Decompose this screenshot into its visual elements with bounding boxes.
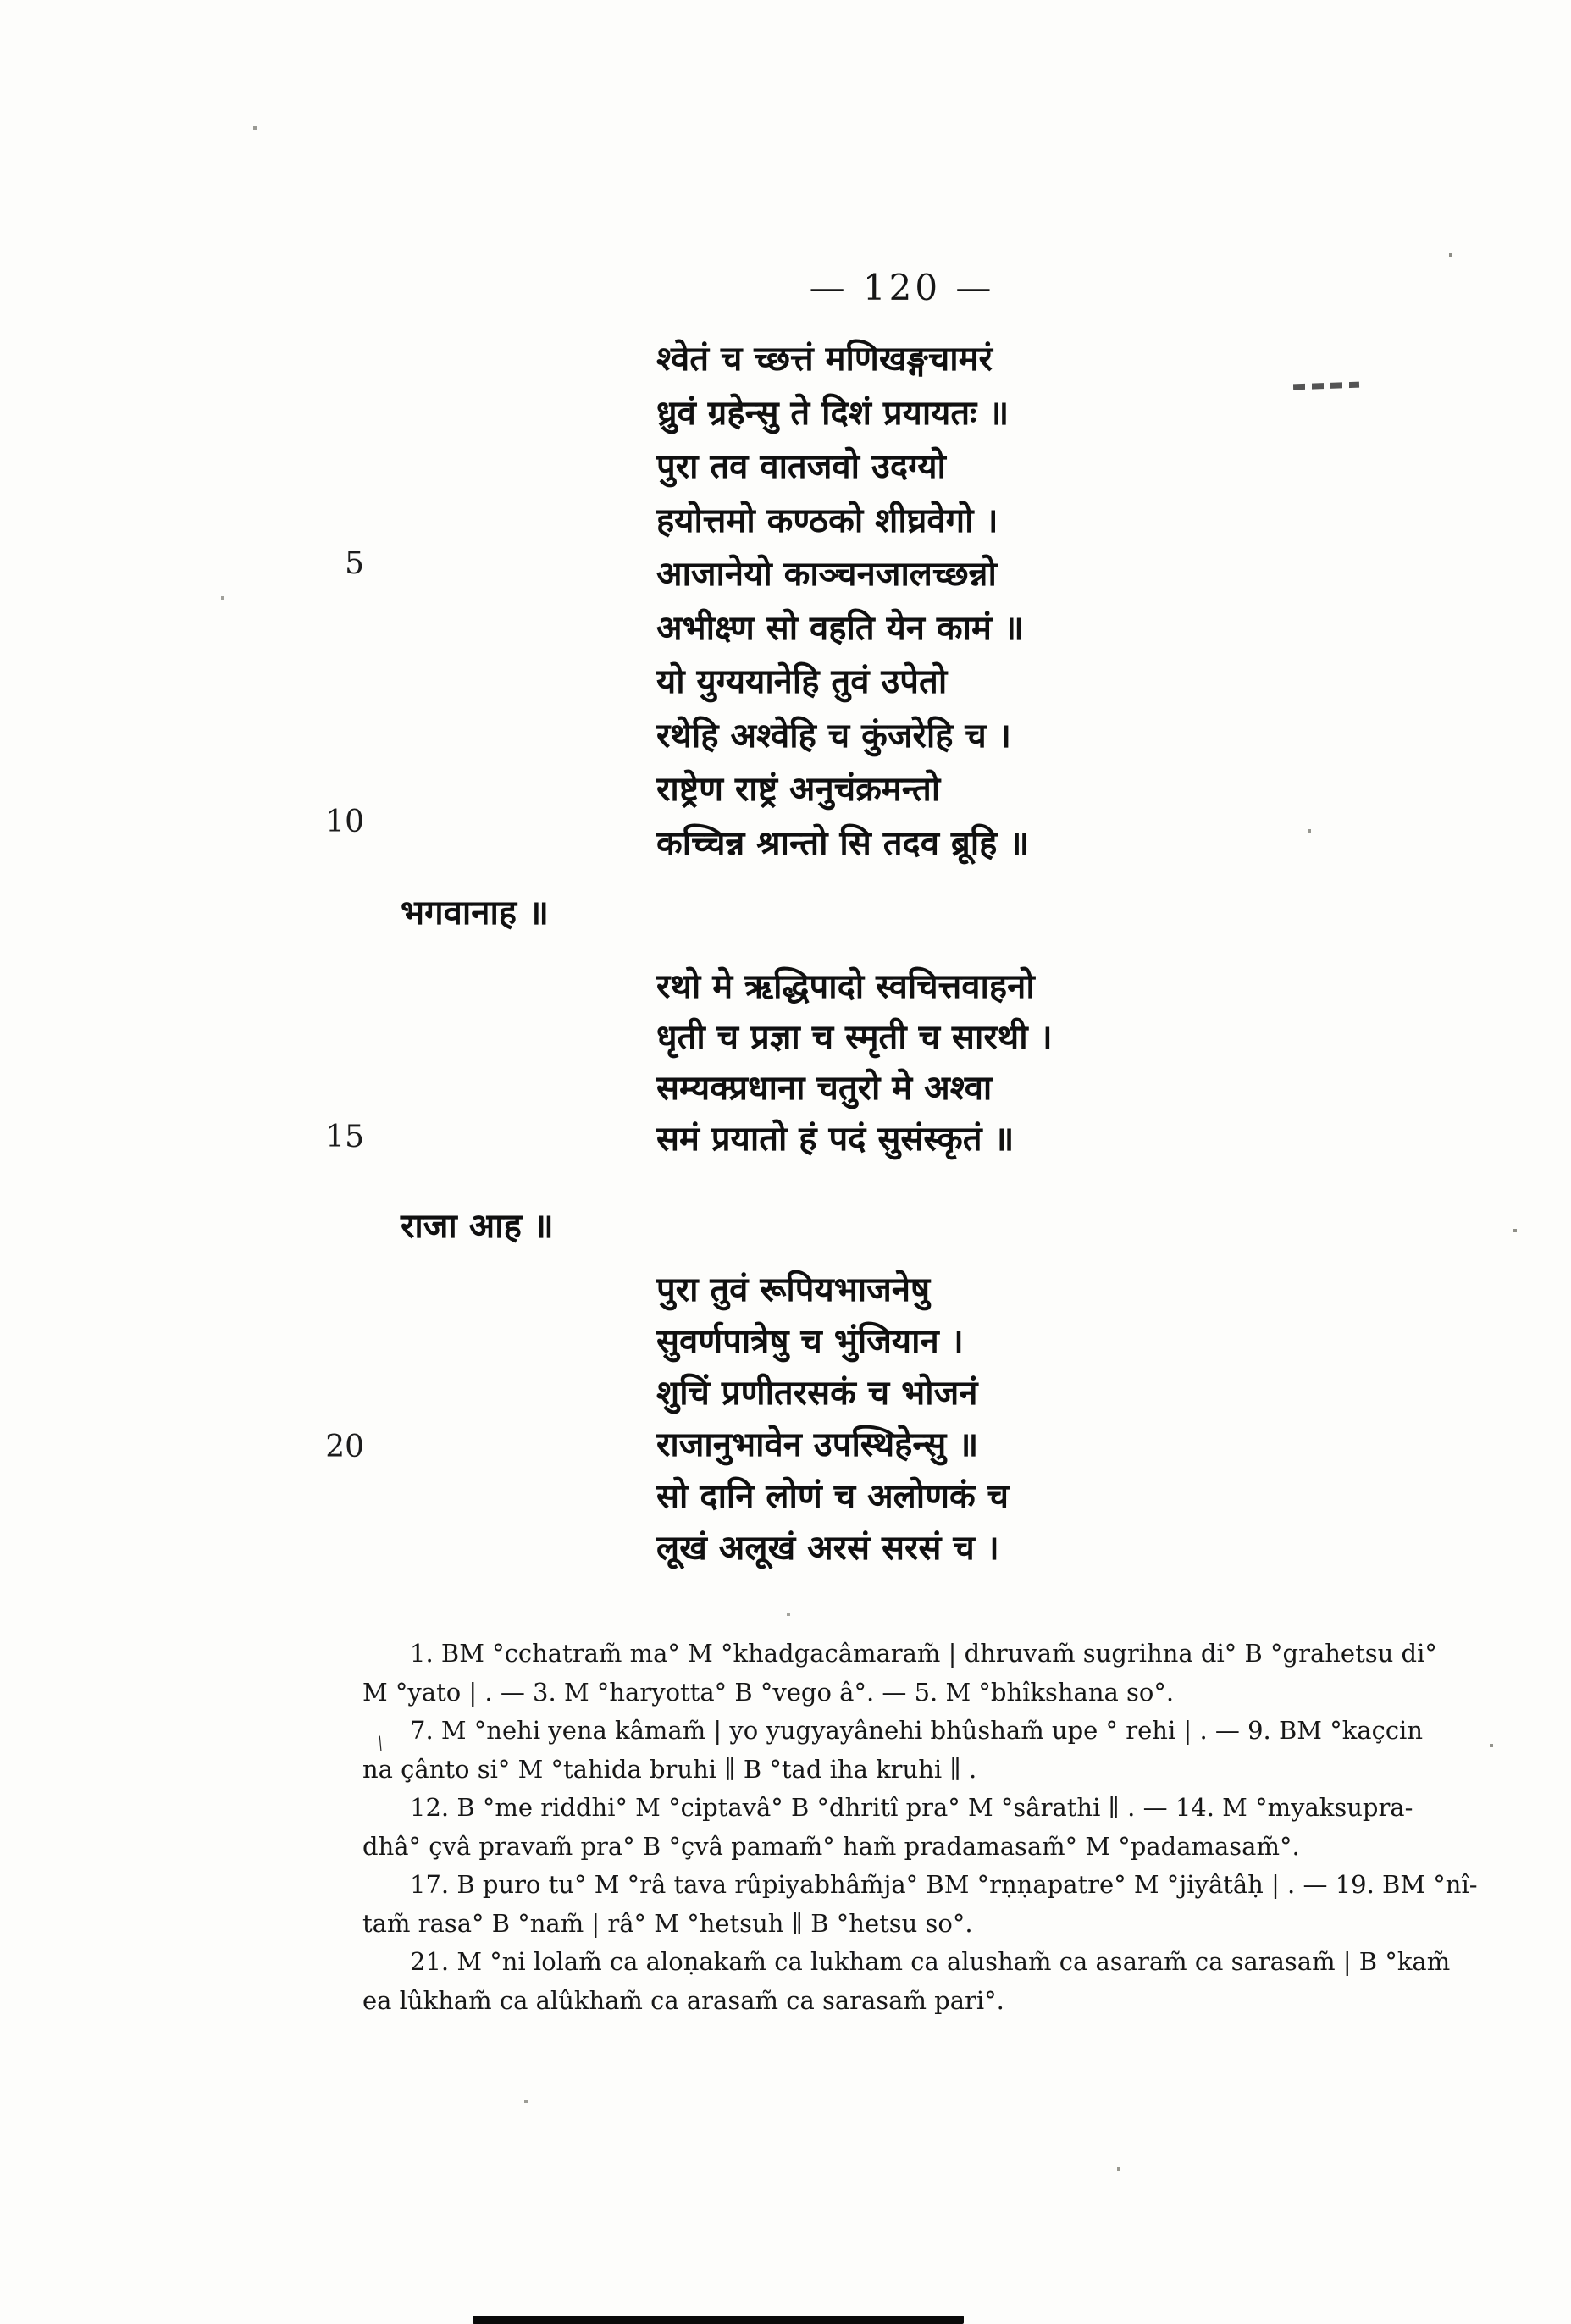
footnote-line: 7. M °nehi yena kâmam̃ | yo yugyayânehi bhûsham̃ upe ° rehi | . — 9. BM °kaçcin [410, 1716, 1424, 1745]
footnote-line: 17. B puro tu° M °râ tava rûpiyabhâm̃ja° BM °rṇṇapatre° M °jiyâtâḥ | . — 19. BM °nî- [410, 1870, 1478, 1899]
footnote-line: 21. M °ni lolam̃ ca aloṇakam̃ ca lukham ca alusham̃ ca asaram̃ ca sarasam̃ | B °kam̃ [410, 1947, 1451, 1976]
verse-line: ध्रुवं ग्रहेन्सु ते दिशं प्रयायतः ॥ [656, 392, 1010, 433]
speaker-heading-raja: राजा आह ॥ [401, 1206, 554, 1246]
verse-block-1 [656, 332, 1029, 870]
verse-block-3 [656, 1264, 1009, 1574]
verse-line: पुरा तव वातजवो उदग्यो [656, 446, 946, 486]
footnote-line: ea lûkham̃ ca alûkham̃ ca arasam̃ ca sarasam̃ pari°. [362, 1985, 1004, 2015]
margin-line-number-10: 10 [325, 805, 364, 839]
verse-line: राष्ट्रेण राष्ट्रं अनुचंक्रमन्तो [656, 769, 941, 809]
footnote-line: 1. BM °cchatram̃ ma° M °khadgacâmaram̃ | dhruvam̃ sugrihna di° B °grahetsu di° [410, 1639, 1437, 1668]
footnote-line: tam̃ rasa° B °nam̃ | râ° M °hetsuh ∥ B °hetsu so°. [362, 1908, 973, 1938]
scan-edge-artifact [473, 2316, 964, 2324]
verse-line: सम्यक्प्रधाना चतुरो मे अश्वा [656, 1068, 993, 1108]
margin-line-number-15: 15 [325, 1120, 364, 1154]
footnote-line: M °yato | . — 3. M °haryotta° B °vego â°. — 5. M °bhîkshana so°. [362, 1677, 1175, 1707]
margin-line-number-5: 5 [345, 546, 364, 581]
footnote-line: na çânto si° M °tahida bruhi ∥ B °tad iha kruhi ∥ . [362, 1754, 977, 1784]
verse-line: अभीक्ष्ण सो वहति येन कामं ॥ [656, 607, 1024, 648]
verse-line: यो युग्ययानेहि तुवं उपेतो [656, 661, 948, 701]
verse-line: सो दानि लोणं च अलोणकं च [656, 1476, 1010, 1516]
verse-line: रथेहि अश्वेहि च कुंजरेहि च । [656, 715, 1011, 755]
speaker-heading-bhagavan: भगवानाह ॥ [401, 893, 549, 932]
verse-line: लूखं अलूखं अरसं सरसं च । [656, 1528, 999, 1568]
margin-line-number-20: 20 [325, 1430, 364, 1464]
stray-ink-mark: ﹨ [367, 1727, 395, 1757]
verse-line: धृती च प्रज्ञा च स्मृती च सारथी । [656, 1017, 1053, 1057]
critical-apparatus [362, 1635, 1478, 2020]
verse-line: कच्चिन्न श्रान्तो सि तदव ब्रूहि ॥ [656, 822, 1030, 863]
verse-line: हयोत्तमो कण्ठको शीघ्रवेगो । [656, 500, 998, 540]
verse-line: राजानुभावेन उपस्थिहेन्सु ॥ [656, 1425, 979, 1464]
verse-block-2 [656, 961, 1053, 1165]
verse-line: समं प्रयातो हं पदं सुसंस्कृतं ॥ [656, 1119, 1015, 1159]
footnote-line: 12. B °me riddhi° M °ciptavâ° B °dhritî pra° M °sârathi ∥ . — 14. M °myaksupra- [410, 1793, 1413, 1822]
scan-speckles [0, 0, 2, 2]
verse-line: श्वेतं च च्छत्तं मणिखङ्गचामरं [656, 339, 993, 379]
page-number: — 120 — [809, 267, 995, 308]
verse-line: शुचिं प्रणीतरसकं च भोजनं [656, 1373, 978, 1413]
verse-line: सुवर्णपात्रेषु च भुंजियान । [656, 1321, 964, 1361]
ink-smudge [1293, 382, 1359, 390]
footnote-line: dhâ° çvâ pravam̃ pra° B °çvâ pamam̃° ham̃ pradamasam̃° M °padamasam̃°. [362, 1831, 1300, 1861]
verse-line: आजानेयो काञ्चनजालच्छन्नो [656, 554, 997, 594]
verse-line: पुरा तुवं रूपियभाजनेषु [656, 1270, 931, 1309]
verse-line: रथो मे ऋद्धिपादो स्वचित्तवाहनो [656, 966, 1035, 1006]
